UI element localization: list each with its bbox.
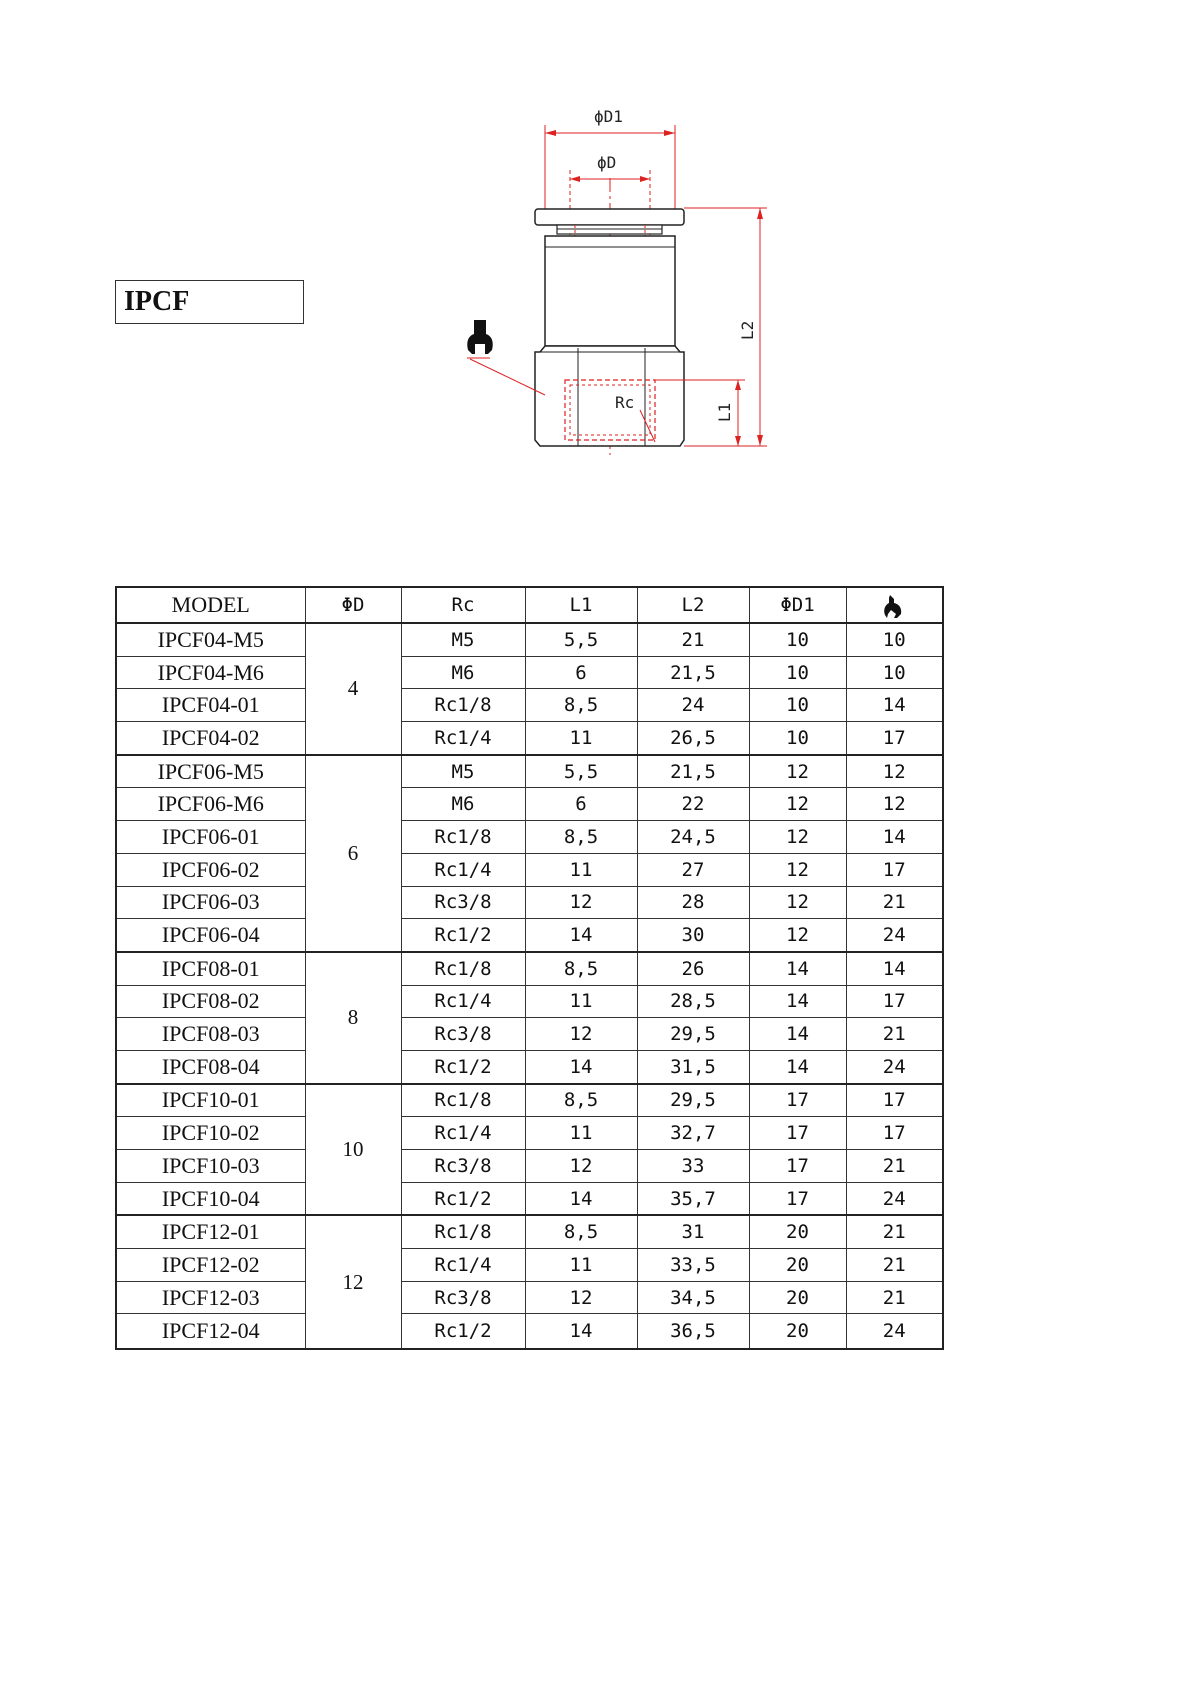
table-row — [116, 1150, 943, 1183]
table-row — [116, 952, 943, 985]
table-row — [116, 656, 943, 689]
table-row — [116, 1215, 943, 1248]
model-cell: IPCF04-02 — [116, 722, 305, 755]
l1-cell: 5,5 — [525, 755, 637, 788]
wrench-icon — [882, 593, 906, 619]
wrench-size-cell: 12 — [846, 755, 943, 788]
rc-cell: Rc1/8 — [401, 1215, 525, 1248]
model-cell: IPCF06-04 — [116, 919, 305, 952]
l1-cell: 11 — [525, 722, 637, 755]
l2-cell: 31,5 — [637, 1050, 749, 1083]
header-diameter: ΦD — [305, 587, 401, 623]
table-row — [116, 1249, 943, 1282]
model-cell: IPCF10-02 — [116, 1117, 305, 1150]
wrench-size-cell: 14 — [846, 952, 943, 985]
l1-cell: 11 — [525, 985, 637, 1018]
rc-cell: Rc1/8 — [401, 821, 525, 854]
table-row — [116, 1018, 943, 1051]
d1-cell: 14 — [749, 985, 846, 1018]
rc-cell: M6 — [401, 656, 525, 689]
rc-cell: Rc1/8 — [401, 689, 525, 722]
d1-cell: 12 — [749, 821, 846, 854]
spec-table — [115, 586, 944, 1350]
rc-cell: Rc1/4 — [401, 853, 525, 886]
wrench-size-cell: 17 — [846, 722, 943, 755]
d1-cell: 12 — [749, 919, 846, 952]
l1-cell: 12 — [525, 886, 637, 919]
table-row — [116, 919, 943, 952]
wrench-size-cell: 12 — [846, 788, 943, 821]
diameter-cell: 10 — [305, 1084, 401, 1216]
rc-cell: Rc3/8 — [401, 886, 525, 919]
l2-cell: 33 — [637, 1150, 749, 1183]
rc-cell: M5 — [401, 623, 525, 656]
model-cell: IPCF04-M6 — [116, 656, 305, 689]
model-cell: IPCF10-01 — [116, 1084, 305, 1117]
l1-cell: 11 — [525, 1117, 637, 1150]
model-cell: IPCF12-01 — [116, 1215, 305, 1248]
d1-cell: 14 — [749, 1050, 846, 1083]
diameter-cell: 12 — [305, 1215, 401, 1349]
d1-cell: 17 — [749, 1182, 846, 1215]
wrench-size-cell: 17 — [846, 1117, 943, 1150]
l2-cell: 27 — [637, 853, 749, 886]
d1-cell: 14 — [749, 952, 846, 985]
table-row — [116, 1314, 943, 1350]
l1-cell: 14 — [525, 1314, 637, 1350]
table-row — [116, 853, 943, 886]
wrench-size-cell: 14 — [846, 689, 943, 722]
l2-cell: 36,5 — [637, 1314, 749, 1350]
header-d1: ΦD1 — [749, 587, 846, 623]
d1-cell: 10 — [749, 623, 846, 656]
l1-cell: 12 — [525, 1150, 637, 1183]
model-cell: IPCF04-01 — [116, 689, 305, 722]
l2-label: L2 — [738, 320, 757, 340]
l2-cell: 30 — [637, 919, 749, 952]
rc-cell: Rc3/8 — [401, 1018, 525, 1051]
l2-cell: 21,5 — [637, 755, 749, 788]
l1-cell: 8,5 — [525, 821, 637, 854]
l1-cell: 11 — [525, 853, 637, 886]
wrench-size-cell: 24 — [846, 1050, 943, 1083]
l1-cell: 14 — [525, 1182, 637, 1215]
hex-nut — [535, 346, 684, 446]
l1-cell: 6 — [525, 788, 637, 821]
l2-cell: 34,5 — [637, 1281, 749, 1314]
l2-cell: 28,5 — [637, 985, 749, 1018]
l1-cell: 8,5 — [525, 1215, 637, 1248]
fitting-dimension-drawing — [450, 95, 780, 470]
header-model: MODEL — [116, 587, 305, 623]
wrench-size-cell: 17 — [846, 1084, 943, 1117]
table-row — [116, 788, 943, 821]
d1-cell: 17 — [749, 1150, 846, 1183]
l2-cell: 33,5 — [637, 1249, 749, 1282]
model-cell: IPCF06-02 — [116, 853, 305, 886]
table-header-row — [116, 587, 943, 623]
model-cell: IPCF04-M5 — [116, 623, 305, 656]
l2-cell: 26,5 — [637, 722, 749, 755]
fitting-body — [545, 236, 675, 346]
model-cell: IPCF12-04 — [116, 1314, 305, 1350]
l1-cell: 6 — [525, 656, 637, 689]
wrench-icon — [467, 320, 493, 354]
d1-cell: 10 — [749, 656, 846, 689]
wrench-size-cell: 10 — [846, 656, 943, 689]
l2-cell: 35,7 — [637, 1182, 749, 1215]
table-row — [116, 722, 943, 755]
wrench-size-cell: 21 — [846, 886, 943, 919]
l2-cell: 24,5 — [637, 821, 749, 854]
d1-cell: 10 — [749, 689, 846, 722]
table-row — [116, 985, 943, 1018]
table-row — [116, 1050, 943, 1083]
wrench-size-cell: 17 — [846, 853, 943, 886]
model-cell: IPCF06-M5 — [116, 755, 305, 788]
l2-cell: 21 — [637, 623, 749, 656]
l2-cell: 28 — [637, 886, 749, 919]
d1-cell: 14 — [749, 1018, 846, 1051]
l2-cell: 22 — [637, 788, 749, 821]
rc-cell: Rc1/2 — [401, 1182, 525, 1215]
rc-cell: Rc3/8 — [401, 1281, 525, 1314]
rc-cell: Rc1/2 — [401, 1050, 525, 1083]
wrench-size-cell: 24 — [846, 919, 943, 952]
wrench-size-cell: 21 — [846, 1215, 943, 1248]
table-row — [116, 886, 943, 919]
d1-cell: 20 — [749, 1314, 846, 1350]
release-collar — [535, 209, 684, 225]
wrench-size-cell: 24 — [846, 1182, 943, 1215]
wrench-size-cell: 14 — [846, 821, 943, 854]
model-cell: IPCF08-03 — [116, 1018, 305, 1051]
model-cell: IPCF06-01 — [116, 821, 305, 854]
header-rc: Rc — [401, 587, 525, 623]
wrench-size-cell: 21 — [846, 1018, 943, 1051]
model-cell: IPCF06-03 — [116, 886, 305, 919]
d1-cell: 17 — [749, 1117, 846, 1150]
diameter-cell: 6 — [305, 755, 401, 952]
model-cell: IPCF12-03 — [116, 1281, 305, 1314]
d1-cell: 12 — [749, 853, 846, 886]
diameter-cell: 4 — [305, 623, 401, 755]
rc-cell: Rc1/8 — [401, 952, 525, 985]
wrench-size-cell: 21 — [846, 1281, 943, 1314]
model-cell: IPCF08-01 — [116, 952, 305, 985]
header-l2: L2 — [637, 587, 749, 623]
l2-cell: 21,5 — [637, 656, 749, 689]
rc-cell: Rc1/4 — [401, 985, 525, 1018]
table-row — [116, 755, 943, 788]
wrench-size-cell: 21 — [846, 1150, 943, 1183]
d1-cell: 10 — [749, 722, 846, 755]
model-cell: IPCF10-04 — [116, 1182, 305, 1215]
d1-cell: 12 — [749, 755, 846, 788]
l1-cell: 14 — [525, 1050, 637, 1083]
rc-cell: M6 — [401, 788, 525, 821]
header-l1: L1 — [525, 587, 637, 623]
table-row — [116, 1117, 943, 1150]
wrench-size-cell: 21 — [846, 1249, 943, 1282]
model-cell: IPCF08-02 — [116, 985, 305, 1018]
product-code-label: IPCF — [115, 280, 304, 324]
d1-label: ϕD1 — [594, 107, 623, 126]
d1-cell: 20 — [749, 1249, 846, 1282]
table-row — [116, 1281, 943, 1314]
table-row — [116, 1182, 943, 1215]
table-row — [116, 623, 943, 656]
l2-cell: 29,5 — [637, 1018, 749, 1051]
table-row — [116, 689, 943, 722]
header-wrench-size — [846, 587, 943, 623]
l1-label: L1 — [715, 402, 734, 422]
l2-cell: 29,5 — [637, 1084, 749, 1117]
rc-label: Rc — [615, 393, 635, 412]
rc-cell: Rc1/8 — [401, 1084, 525, 1117]
l1-cell: 5,5 — [525, 623, 637, 656]
table-row — [116, 1084, 943, 1117]
l2-cell: 32,7 — [637, 1117, 749, 1150]
l1-cell: 11 — [525, 1249, 637, 1282]
l2-cell: 26 — [637, 952, 749, 985]
model-cell: IPCF06-M6 — [116, 788, 305, 821]
l1-cell: 12 — [525, 1018, 637, 1051]
l1-cell: 8,5 — [525, 689, 637, 722]
rc-cell: Rc1/2 — [401, 919, 525, 952]
rc-cell: Rc3/8 — [401, 1150, 525, 1183]
rc-cell: Rc1/2 — [401, 1314, 525, 1350]
d1-cell: 12 — [749, 788, 846, 821]
model-cell: IPCF10-03 — [116, 1150, 305, 1183]
rc-cell: Rc1/4 — [401, 1117, 525, 1150]
rc-cell: Rc1/4 — [401, 1249, 525, 1282]
d1-cell: 17 — [749, 1084, 846, 1117]
d-label: ϕD — [597, 153, 617, 172]
wrench-size-cell: 10 — [846, 623, 943, 656]
model-cell: IPCF08-04 — [116, 1050, 305, 1083]
wrench-size-cell: 24 — [846, 1314, 943, 1350]
l1-cell: 8,5 — [525, 952, 637, 985]
l1-cell: 14 — [525, 919, 637, 952]
table-row — [116, 821, 943, 854]
l1-cell: 8,5 — [525, 1084, 637, 1117]
l1-cell: 12 — [525, 1281, 637, 1314]
wrench-size-cell: 17 — [846, 985, 943, 1018]
diameter-cell: 8 — [305, 952, 401, 1084]
l2-cell: 24 — [637, 689, 749, 722]
l2-cell: 31 — [637, 1215, 749, 1248]
d1-cell: 20 — [749, 1281, 846, 1314]
d1-cell: 12 — [749, 886, 846, 919]
model-cell: IPCF12-02 — [116, 1249, 305, 1282]
rc-cell: M5 — [401, 755, 525, 788]
rc-cell: Rc1/4 — [401, 722, 525, 755]
d1-cell: 20 — [749, 1215, 846, 1248]
